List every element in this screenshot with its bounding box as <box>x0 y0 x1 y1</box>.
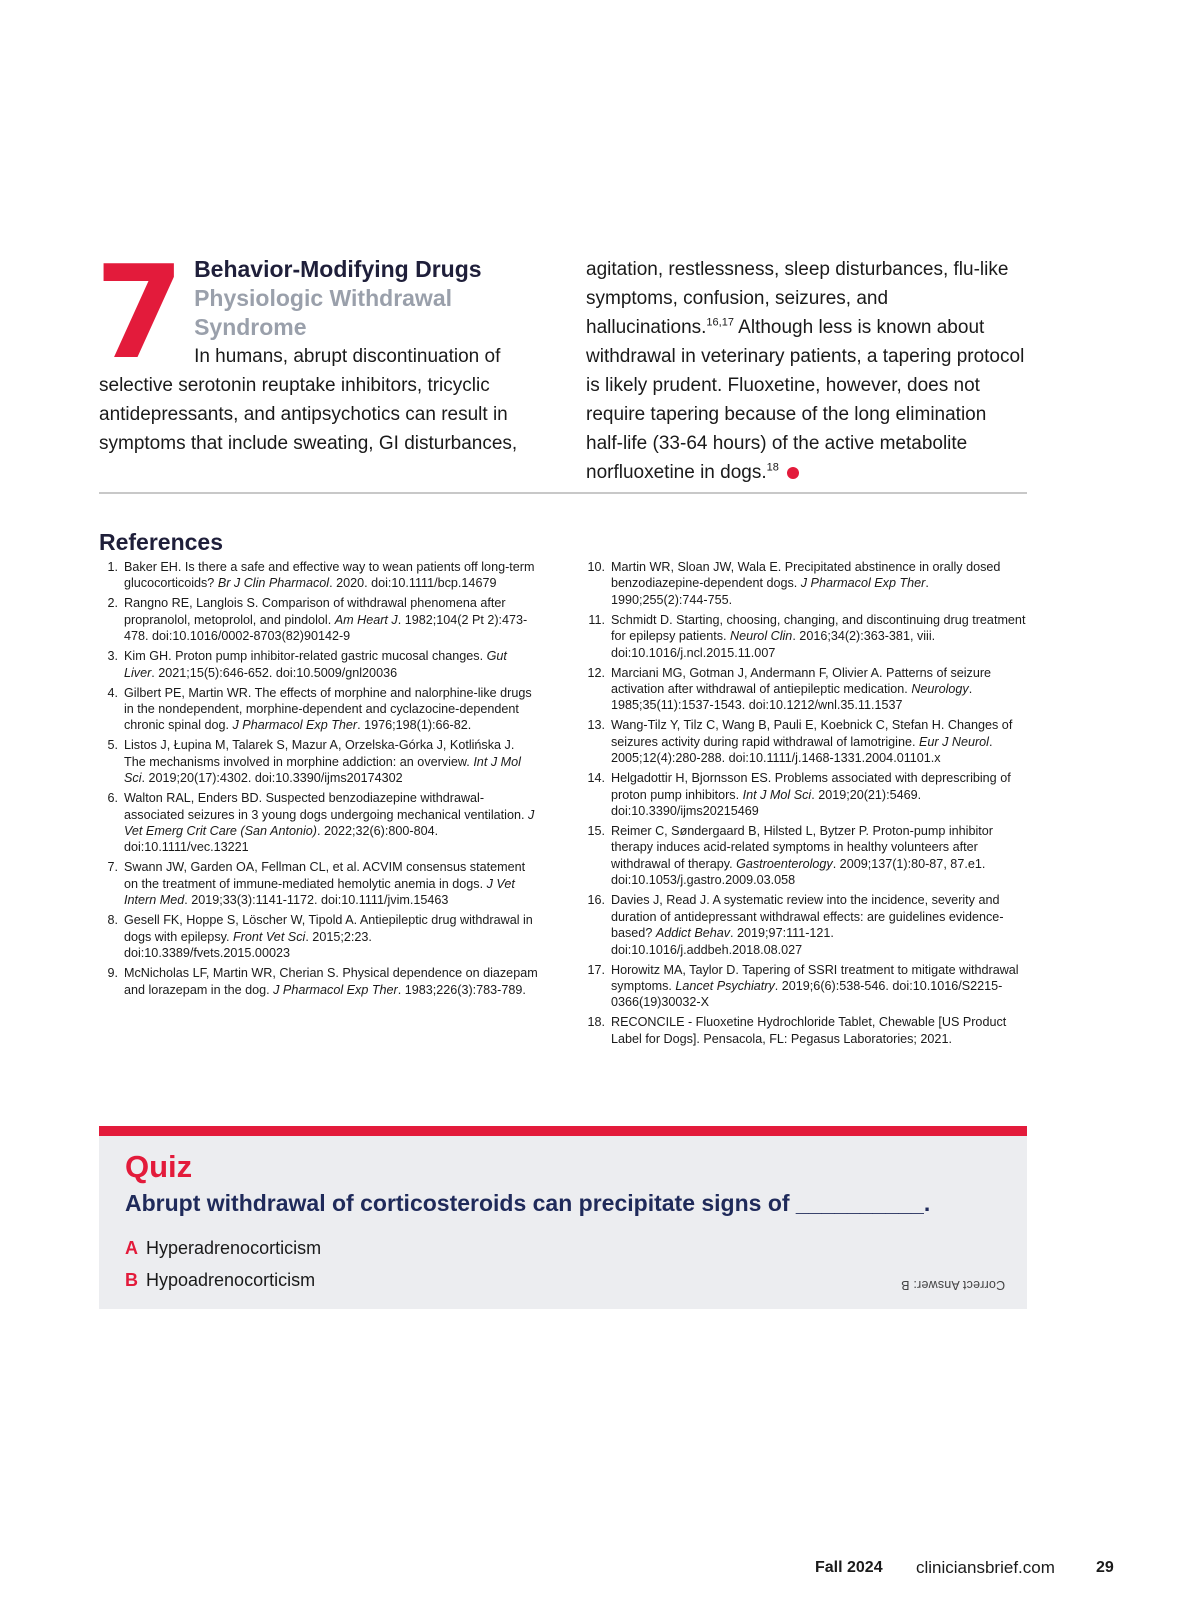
section-title: Behavior-Modifying Drugs <box>194 256 482 282</box>
reference-item <box>586 1014 1027 1047</box>
reference-journal: Int J Mol Sci <box>742 787 812 802</box>
references-heading: References <box>99 529 224 555</box>
reference-item <box>99 790 539 856</box>
reference-item <box>99 859 539 908</box>
quiz-option-letter: B <box>125 1270 138 1290</box>
quiz-option-letter: A <box>125 1238 138 1258</box>
reference-item <box>99 559 539 592</box>
references-right-column <box>586 559 1027 1051</box>
reference-journal: Gastroenterology <box>736 856 833 871</box>
quiz-option-b[interactable] <box>125 1268 315 1292</box>
reference-authors-title: Gesell FK, Hoppe S, Löscher W, Tipold A. Antiepileptic drug withdrawal in dogs with epilepsy. <box>124 913 533 944</box>
reference-item <box>99 912 539 961</box>
reference-number: 13. <box>587 718 605 733</box>
reference-number: 16. <box>587 893 605 908</box>
reference-item <box>99 648 539 681</box>
reference-journal: Addict Behav <box>655 926 731 941</box>
reference-citation: . 2019;97:111-121. doi:10.1016/j.addbeh.2018.08.027 <box>611 926 834 957</box>
reference-item <box>586 665 1027 714</box>
reference-text <box>124 965 539 998</box>
reference-citation: . 2005;12(4):280-288. doi:10.1111/j.1468-1331.2004.01101.x <box>611 734 993 766</box>
reference-journal: J Pharmacol Exp Ther <box>232 718 358 733</box>
reference-text <box>124 737 539 786</box>
quiz-accent-bar <box>99 1126 1027 1136</box>
reference-number: 8. <box>107 913 118 928</box>
reference-number: 6. <box>107 791 118 806</box>
reference-number: 2. <box>107 596 118 611</box>
quiz-question: Abrupt withdrawal of corticosteroids can precipitate signs of __________. <box>125 1190 931 1216</box>
reference-text <box>124 648 539 681</box>
reference-authors-title: Rangno RE, Langlois S. Comparison of withdrawal phenomena after propranolol, metoprolol, and pindolol. <box>124 596 506 627</box>
reference-journal: Front Vet Sci <box>232 929 306 944</box>
reference-text <box>124 912 539 961</box>
citation-superscript: 18 <box>766 461 779 474</box>
reference-item <box>99 595 539 644</box>
article-left-column <box>95 239 529 458</box>
reference-number: 4. <box>107 685 118 700</box>
references-left-column <box>99 559 539 1002</box>
reference-number: 15. <box>587 824 605 839</box>
reference-authors-title: Kim GH. Proton pump inhibitor-related gastric mucosal changes. <box>124 649 487 664</box>
reference-citation: . 2015;2:23. doi:10.3389/fvets.2015.00023 <box>124 929 372 961</box>
reference-citation: . 2019;20(17):4302. doi:10.3390/ijms20174302 <box>141 771 403 786</box>
reference-text <box>124 685 539 734</box>
reference-authors-title: RECONCILE - Fluoxetine Hydrochloride Tablet, Chewable [US Product Label for Dogs]. Pensacola, FL: Pegasus Laboratories; 2021. <box>611 1015 1007 1046</box>
reference-item <box>586 717 1027 766</box>
quiz-option-text: Hyperadrenocorticism <box>146 1238 322 1258</box>
reference-item <box>586 823 1027 889</box>
reference-journal: J Pharmacol Exp Ther <box>800 576 926 591</box>
article-right-column <box>586 255 1027 487</box>
reference-number: 5. <box>107 738 118 753</box>
reference-text <box>611 823 1027 889</box>
reference-text <box>611 717 1027 766</box>
reference-citation: . 1985;35(11):1537-1543. doi:10.1212/wnl.35.11.1537 <box>611 682 973 713</box>
reference-number: 10. <box>587 560 605 574</box>
reference-journal: Neurol Clin <box>730 629 793 644</box>
reference-text <box>611 962 1027 1011</box>
reference-text <box>611 559 1027 608</box>
section-number: 7 <box>95 239 181 388</box>
quiz-option-text: Hypoadrenocorticism <box>146 1270 316 1290</box>
reference-authors-title: Reimer C, Søndergaard B, Hilsted L, Bytzer P. Proton-pump inhibitor therapy induces acid-related symptoms in healthy volunteers after withdrawal of therapy. <box>611 824 993 871</box>
reference-item <box>586 892 1027 958</box>
quiz-box <box>99 1126 1027 1309</box>
reference-citation: . 2021;15(5):646-652. doi:10.5009/gnl20036 <box>151 665 398 680</box>
reference-journal: J Pharmacol Exp Ther <box>273 982 398 997</box>
paragraph-text-a: agitation, restlessness, sleep disturbances, flu-like symptoms, confusion, seizures, and hallucinations. <box>586 259 1009 338</box>
reference-authors-title: Marciani MG, Gotman J, Andermann F, Olivier A. Patterns of seizure activation after withdrawal of antiepileptic medication. <box>611 665 992 697</box>
reference-authors-title: Listos J, Łupina M, Talarek S, Mazur A, Orzelska-Górka J, Kotlińska J. The mechanisms involved in morphine addiction: an overview. <box>124 738 515 769</box>
paragraph-text-b: Although less is known about withdrawal in veterinary patients, a tapering protocol is likely prudent. Fluoxetine, however, does not require tapering because of the long elimination half-life (33-64 hours) of the active metabolite norfluoxetine in dogs. <box>586 317 1025 483</box>
reference-citation: . 2022;32(6):800-804. doi:10.1111/vec.13221 <box>124 824 439 855</box>
quiz-correct-answer: Correct Answer: B <box>900 1278 1005 1292</box>
reference-text <box>611 612 1027 661</box>
quiz-title: Quiz <box>125 1149 193 1184</box>
reference-journal: J Vet Intern Med <box>124 876 515 908</box>
reference-number: 9. <box>107 966 118 981</box>
reference-citation: . 2016;34(2):363-381, viii. doi:10.1016/j.ncl.2015.11.007 <box>611 629 936 660</box>
quiz-option-a[interactable] <box>125 1236 321 1260</box>
reference-number: 14. <box>587 771 605 786</box>
reference-number: 12. <box>587 665 605 680</box>
reference-citation: . 1983;226(3):783-789. <box>397 982 526 997</box>
reference-text <box>611 892 1027 958</box>
reference-citation: . 1976;198(1):66-82. <box>357 718 472 733</box>
section-subtitle-line2: Syndrome <box>194 314 307 340</box>
reference-number: 1. <box>107 560 118 574</box>
reference-text <box>124 790 539 856</box>
reference-text <box>611 1014 1027 1047</box>
reference-authors-title: Gilbert PE, Martin WR. The effects of morphine and nalorphine-like drugs in the nondependent, morphine-dependent and cyclazocine-dependent chronic spinal dog. <box>124 685 532 733</box>
reference-authors-title: Baker EH. Is there a safe and effective way to wean patients off long-term glucocorticoids? <box>124 560 535 591</box>
reference-citation: . 2019;33(3):1141-1172. doi:10.1111/jvim.15463 <box>184 893 449 908</box>
reference-text <box>611 665 1027 714</box>
reference-journal: Eur J Neurol <box>918 734 989 749</box>
reference-authors-title: Walton RAL, Enders BD. Suspected benzodiazepine withdrawal-associated seizures in 3 young dogs undergoing mechanical ventilation. <box>124 791 528 822</box>
article-paragraph-left: In humans, abrupt discontinuation of selective serotonin reuptake inhibitors, tricyclic antidepressants, and antipsychotics can result in symptoms that include sweating, GI disturbances, <box>99 346 518 454</box>
reference-journal: Lancet Psychiatry <box>675 978 775 993</box>
reference-journal: Gut Liver <box>124 649 507 680</box>
reference-item <box>99 965 539 998</box>
reference-journal: J Vet Emerg Crit Care (San Antonio) <box>124 807 535 839</box>
reference-text <box>124 559 539 592</box>
reference-authors-title: McNicholas LF, Martin WR, Cherian S. Physical dependence on diazepam and lorazepam in the dog. <box>124 966 538 997</box>
reference-authors-title: Horowitz MA, Taylor D. Tapering of SSRI treatment to mitigate withdrawal symptoms. <box>611 962 1019 993</box>
reference-citation: . 1990;255(2):744-755. <box>611 576 929 607</box>
footer-issue: Fall 2024 <box>815 1559 883 1576</box>
reference-citation: . 1982;104(2 Pt 2):473-478. doi:10.1016/0002-8703(82)90142-9 <box>124 612 528 644</box>
section-subtitle-line1: Physiologic Withdrawal <box>194 285 453 311</box>
reference-authors-title: Wang-Tilz Y, Tilz C, Wang B, Pauli E, Koebnick C, Stefan H. Changes of seizures activity during rapid withdrawal of lamotrigine. <box>611 718 1013 749</box>
reference-journal: Int J Mol Sci <box>124 754 521 786</box>
section-divider <box>99 492 1027 494</box>
reference-item <box>99 685 539 734</box>
reference-citation: . 2019;20(21):5469. doi:10.3390/ijms20215469 <box>611 787 922 819</box>
reference-item <box>586 962 1027 1011</box>
end-mark-icon <box>787 467 799 479</box>
reference-number: 17. <box>587 962 605 977</box>
reference-number: 11. <box>588 612 605 627</box>
reference-number: 3. <box>107 649 118 664</box>
reference-text <box>611 770 1027 819</box>
reference-text <box>124 595 539 644</box>
reference-authors-title: Schmidt D. Starting, choosing, changing, and discontinuing drug treatment for epilepsy patients. <box>611 612 1026 644</box>
references-section <box>99 527 1027 1046</box>
reference-authors-title: Helgadottir H, Bjornsson ES. Problems associated with deprescribing of proton pump inhibitors. <box>611 771 1011 802</box>
reference-authors-title: Davies J, Read J. A systematic review into the incidence, severity and duration of antidepressant withdrawal effects: are guidelines evidence-based? <box>611 893 1004 941</box>
reference-journal: Br J Clin Pharmacol <box>217 576 330 591</box>
reference-item <box>586 770 1027 819</box>
footer-site-link[interactable]: cliniciansbrief.com <box>916 1558 1055 1577</box>
reference-journal: Am Heart J <box>334 612 398 627</box>
citation-superscript: 16,17 <box>706 316 734 329</box>
reference-number: 18. <box>587 1015 605 1030</box>
article-paragraph-right <box>586 255 1027 487</box>
reference-item <box>586 559 1027 608</box>
reference-number: 7. <box>107 860 118 875</box>
footer-page-number: 29 <box>1096 1559 1114 1576</box>
reference-authors-title: Swann JW, Garden OA, Fellman CL, et al. ACVIM consensus statement on the treatment of immune-mediated hemolytic anemia in dogs. <box>124 860 526 891</box>
reference-item <box>586 612 1027 661</box>
reference-citation: . 2009;137(1):80-87, 87.e1. doi:10.1053/j.gastro.2009.03.058 <box>611 856 986 888</box>
reference-item <box>99 737 539 786</box>
reference-authors-title: Martin WR, Sloan JW, Wala E. Precipitated abstinence in orally dosed benzodiazepine-dependent dogs. <box>611 560 1001 591</box>
reference-citation: . 2019;6(6):538-546. doi:10.1016/S2215-0366(19)30032-X <box>611 978 1003 1010</box>
reference-journal: Neurology <box>911 682 969 697</box>
reference-citation: . 2020. doi:10.1111/bcp.14679 <box>329 576 497 591</box>
reference-text <box>124 859 539 908</box>
